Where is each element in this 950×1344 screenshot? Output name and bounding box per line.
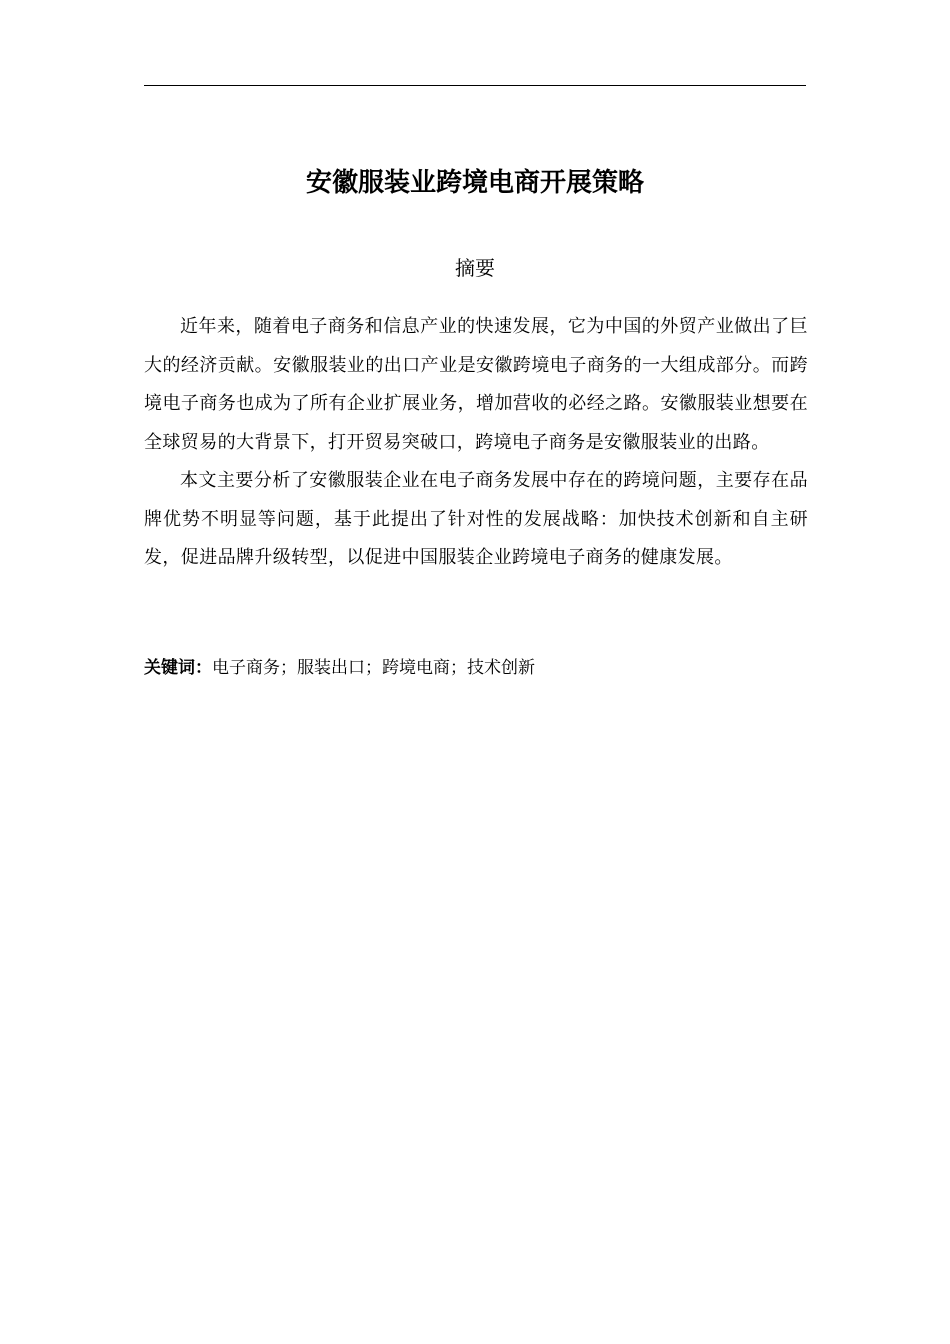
keywords-text: 电子商务；服装出口；跨境电商；技术创新	[212, 658, 535, 678]
abstract-body	[144, 308, 808, 578]
keywords-label: 关键词：	[144, 658, 212, 678]
abstract-paragraph: 本文主要分析了安徽服装企业在电子商务发展中存在的跨境问题，主要存在品牌优势不明显等问题，基于此提出了针对性的发展战略：加快技术创新和自主研发，促进品牌升级转型，以促进中国服装企业跨境电子商务的健康发展。	[144, 470, 808, 568]
keywords-line	[144, 654, 806, 682]
abstract-paragraph: 近年来，随着电子商务和信息产业的快速发展，它为中国的外贸产业做出了巨大的经济贡献。安徽服装业的出口产业是安徽跨境电子商务的一大组成部分。而跨境电子商务也成为了所有企业扩展业务，增加营收的必经之路。安徽服装业想要在全球贸易的大背景下，打开贸易突破口，跨境电子商务是安徽服装业的出路。	[144, 316, 808, 453]
abstract-heading: 摘要	[455, 256, 495, 280]
header-rule	[144, 85, 806, 86]
document-title: 安徽服装业跨境电商开展策略	[305, 168, 644, 198]
